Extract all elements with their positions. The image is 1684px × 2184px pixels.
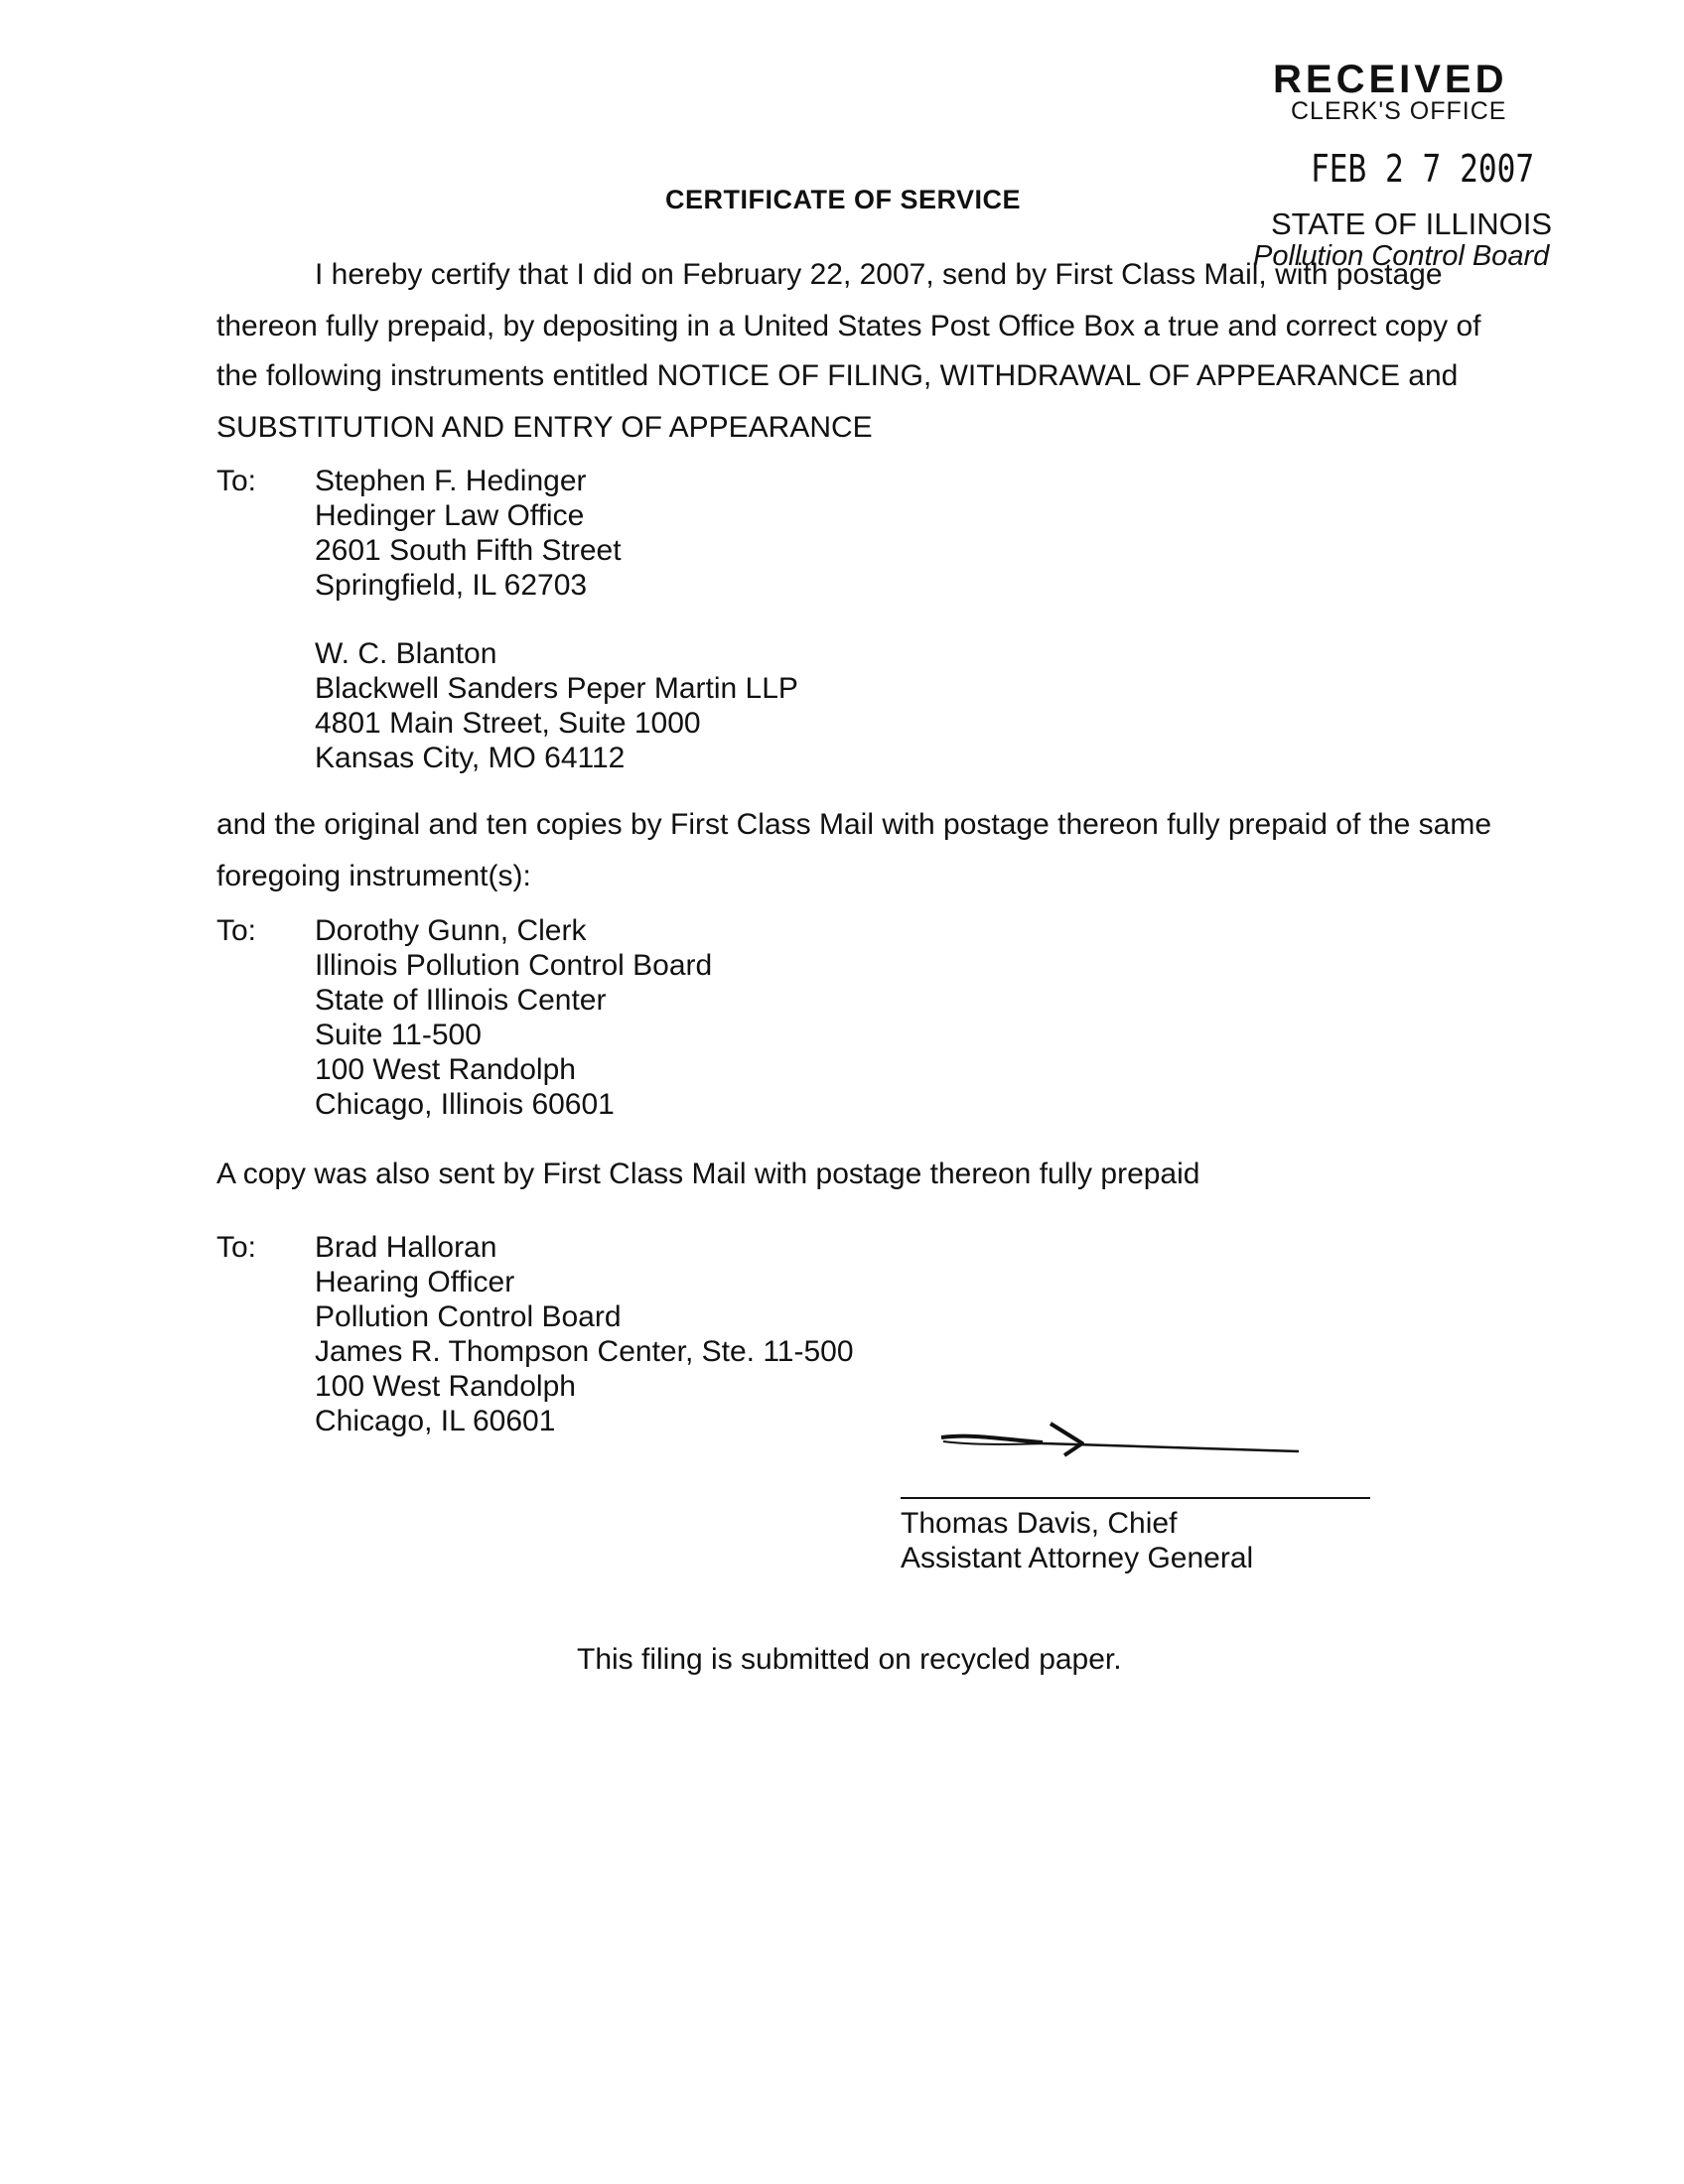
address-line: James R. Thompson Center, Ste. 11-500 — [315, 1335, 854, 1368]
copy-sent-line: A copy was also sent by First Class Mail with postage thereon fully prepaid — [216, 1158, 1200, 1190]
address-line: Pollution Control Board — [315, 1300, 622, 1333]
address-line: Illinois Pollution Control Board — [315, 949, 713, 982]
address-line: Chicago, Illinois 60601 — [315, 1088, 615, 1121]
signatory-title: Assistant Attorney General — [901, 1542, 1254, 1574]
address-line: Suite 11-500 — [315, 1019, 482, 1051]
address-line: Dorothy Gunn, Clerk — [315, 914, 587, 947]
signature-mark — [933, 1410, 1311, 1479]
document-title: CERTIFICATE OF SERVICE — [665, 185, 1022, 214]
original-copies-line-2: foregoing instrument(s): — [216, 860, 531, 892]
intro-line-1: I hereby certify that I did on February 22, 2007, send by First Class Mail, with postage — [315, 258, 1443, 291]
intro-line-3: the following instruments entitled NOTICE OF FILING, WITHDRAWAL OF APPEARANCE and — [216, 359, 1459, 392]
received-stamp-office: CLERK'S OFFICE — [1291, 97, 1507, 125]
recipient-hedinger — [315, 464, 622, 603]
address-line: 4801 Main Street, Suite 1000 — [315, 707, 701, 740]
address-line: Chicago, IL 60601 — [315, 1405, 556, 1437]
address-line: W. C. Blanton — [315, 637, 497, 670]
recycled-paper-note: This filing is submitted on recycled paper. — [577, 1643, 1122, 1676]
address-line: 100 West Randolph — [315, 1053, 576, 1086]
address-line: Hearing Officer — [315, 1266, 515, 1298]
recipient-blanton — [315, 636, 798, 775]
address-line: Stephen F. Hedinger — [315, 465, 587, 497]
address-line: 2601 South Fifth Street — [315, 534, 622, 567]
address-line: 100 West Randolph — [315, 1370, 576, 1403]
signatory-name: Thomas Davis, Chief — [901, 1507, 1178, 1540]
intro-line-2: thereon fully prepaid, by depositing in a United States Post Office Box a true and correct copy of — [216, 310, 1481, 342]
signature-line — [901, 1497, 1370, 1499]
received-stamp-state: STATE OF ILLINOIS — [1271, 206, 1553, 241]
received-stamp-date: FEB 2 7 2007 — [1311, 147, 1535, 191]
to-label-2: To: — [216, 914, 257, 947]
address-line: Springfield, IL 62703 — [315, 569, 588, 602]
address-line: Kansas City, MO 64112 — [315, 742, 626, 774]
to-label-1: To: — [216, 465, 257, 497]
original-copies-line-1: and the original and ten copies by First Class Mail with postage thereon fully prepaid of the same — [216, 808, 1492, 841]
received-stamp-heading: RECEIVED — [1273, 58, 1508, 101]
to-label-3: To: — [216, 1231, 257, 1264]
signatory-block — [901, 1506, 1253, 1575]
recipient-clerk — [315, 913, 712, 1122]
address-line: Hedinger Law Office — [315, 499, 585, 532]
recipient-hearing-officer — [315, 1230, 854, 1438]
intro-line-4: SUBSTITUTION AND ENTRY OF APPEARANCE — [216, 411, 873, 444]
address-line: State of Illinois Center — [315, 984, 607, 1017]
address-line: Brad Halloran — [315, 1231, 497, 1264]
received-stamp-board: Pollution Control Board — [1253, 240, 1550, 272]
address-line: Blackwell Sanders Peper Martin LLP — [315, 672, 798, 705]
